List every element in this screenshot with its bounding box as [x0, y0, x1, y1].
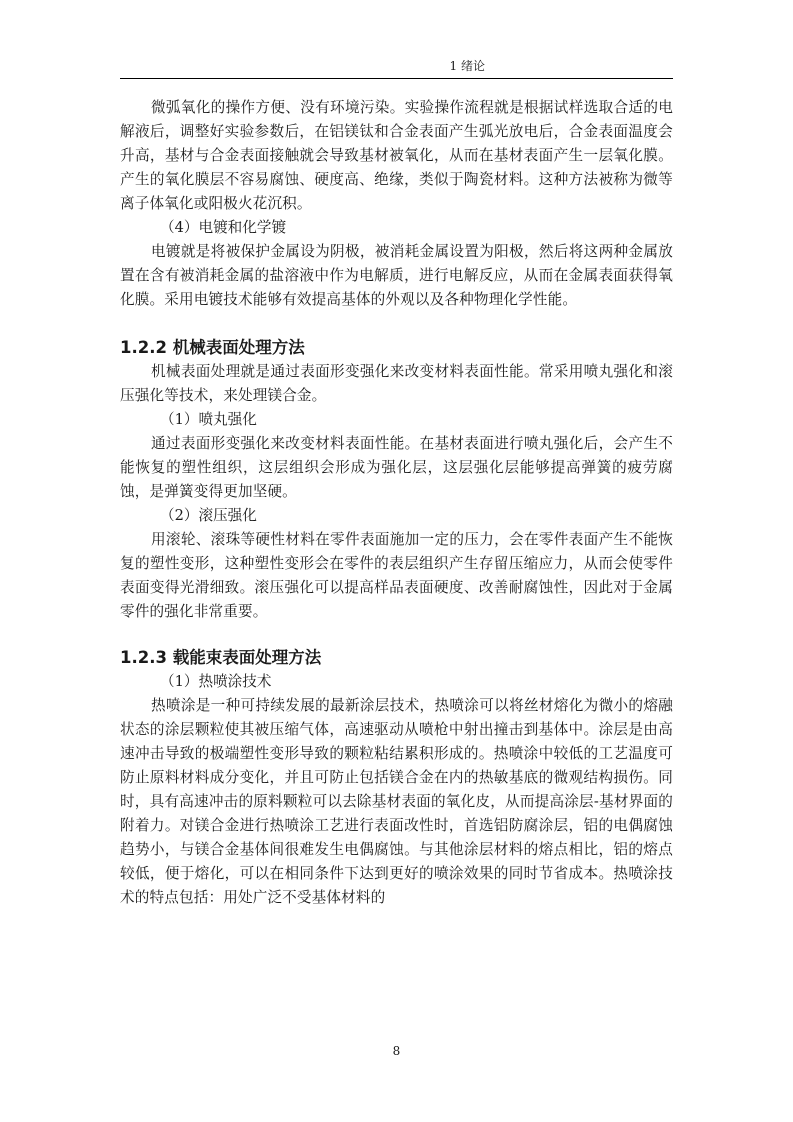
paragraph-thermal-spray: 热喷涂是一种可持续发展的最新涂层技术，热喷涂可以将丝材熔化为微小的熔融状态的涂层颗粒使其被压缩气体，高速驱动从喷枪中射出撞击到基体中。涂层是由高速冲击导致的极端塑性变形导致的颗粒粘结累积形成的。热喷涂中较低的工艺温度可防止原料材料成分变化，并且可防止包括镁合金在内的热敏基底的微观结构损伤。同时，具有高速冲击的原料颗粒可以去除基材表面的氧化皮，从而提高涂层-基材界面的附着力。对镁合金进行热喷涂工艺进行表面改性时，首选铝防腐涂层，铝的电偶腐蚀趋势小，与镁合金基体间很难发生电偶腐蚀。与其他涂层材料的熔点相比，铝的熔点较低，便于熔化，可以在相同条件下达到更好的喷涂效果的同时节省成本。热喷涂技术的特点包括：用处广泛不受基体材料的 — [120, 697, 673, 906]
paragraph-shot-peening: 通过表面形变强化来改变材料表面性能。在基材表面进行喷丸强化后，会产生不能恢复的塑性组织，这层组织会形成为强化层，这层强化层能够提高弹簧的疲劳腐蚀，是弹簧变得更加坚硬。 — [120, 435, 673, 500]
section-heading-1-2-2: 1.2.2 机械表面处理方法 — [120, 338, 305, 357]
subheading-electroplating: （4）电镀和化学镀 — [160, 219, 287, 236]
subheading-thermal-spray: （1）热喷涂技术 — [160, 673, 272, 690]
page-number: 8 — [392, 1044, 401, 1058]
paragraph-electroplating: 电镀就是将被保护金属设为阴极，被消耗金属设置为阳极，然后将这两种金属放置在含有被消耗金属的盐溶液中作为电解质，进行电解反应，从而在金属表面获得氧化膜。采用电镀技术能够有效提高基体的外观以及各种物理化学性能。 — [120, 243, 673, 308]
paragraph-rolling: 用滚轮、滚珠等硬性材料在零件表面施加一定的压力，会在零件表面产生不能恢复的塑性变形，这种塑性变形会在零件的表层组织产生存留压缩应力，从而会使零件表面变得光滑细致。滚压强化可以提高样品表面硬度、改善耐腐蚀性，因此对于金属零件的强化非常重要。 — [120, 531, 673, 620]
paragraph-micro-arc: 微弧氧化的操作方便、没有环境污染。实验操作流程就是根据试样选取合适的电解液后，调整好实验参数后，在铝镁钛和合金表面产生弧光放电后，合金表面温度会升高，基材与合金表面接触就会导致基材被氧化，从而在基材表面产生一层氧化膜。产生的氧化膜层不容易腐蚀、硬度高、绝缘，类似于陶瓷材料。这种方法被称为微等离子体氧化或阳极火花沉积。 — [120, 99, 673, 212]
section-heading-1-2-3: 1.2.3 载能束表面处理方法 — [120, 648, 322, 667]
chapter-title: 1 绪论 — [449, 59, 485, 73]
subheading-rolling: （2）滚压强化 — [160, 507, 257, 524]
subheading-shot-peening: （1）喷丸强化 — [160, 411, 257, 428]
body-content — [120, 96, 673, 910]
paragraph-mechanical: 机械表面处理就是通过表面形变强化来改变材料表面性能。常采用喷丸强化和滚压强化等技术，来处理镁合金。 — [120, 363, 673, 404]
page-header — [120, 58, 673, 79]
